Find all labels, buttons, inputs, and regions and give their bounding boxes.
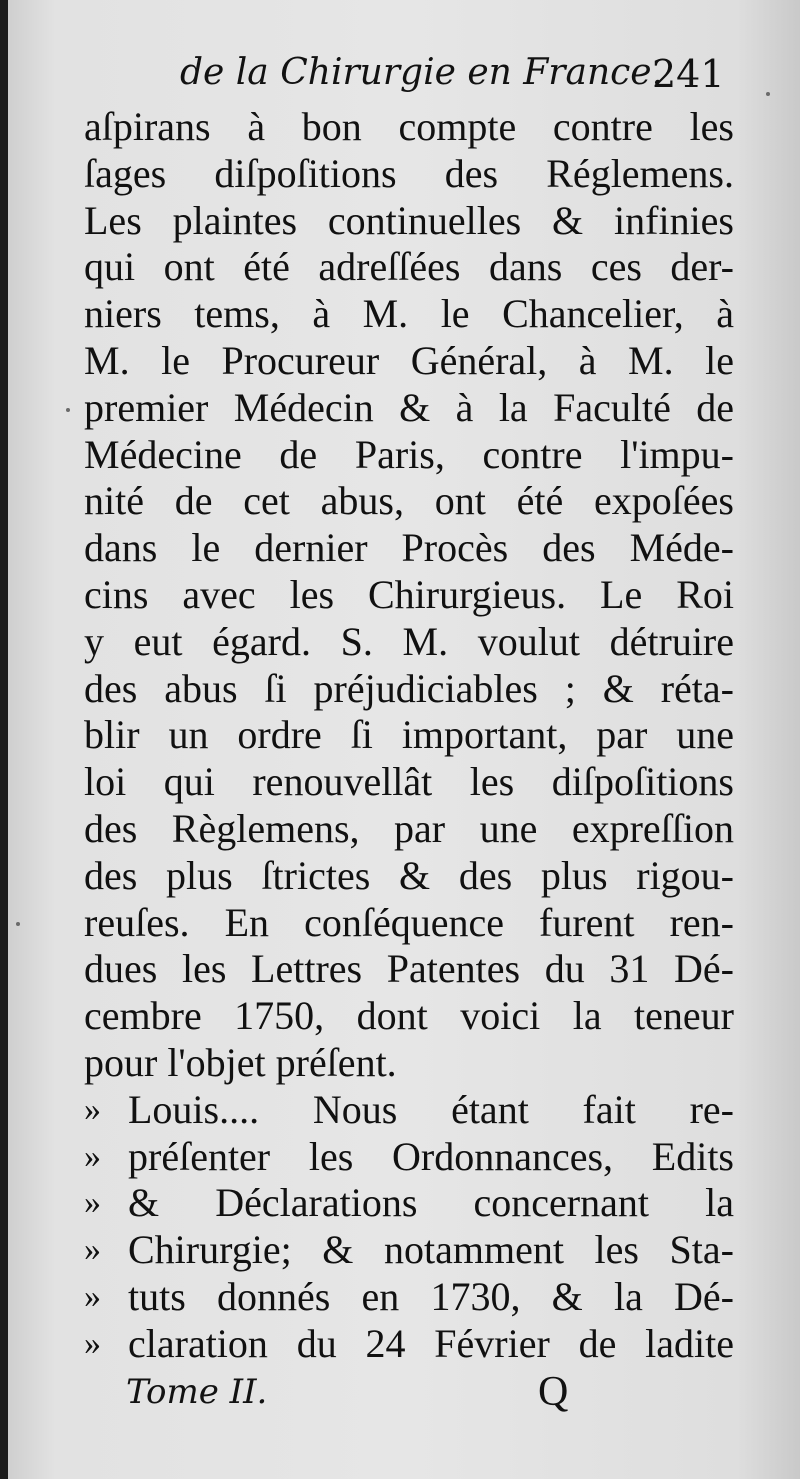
quote-mark: » — [84, 1277, 101, 1315]
text-line: qui ont été adreſſées dans ces der- — [84, 244, 734, 290]
quote-line — [84, 1274, 734, 1321]
text-line: Les plaintes continuelles & infinies — [84, 197, 734, 243]
quote-text: Chirurgie; & notamment les Sta- — [128, 1227, 734, 1273]
signature-mark: Q — [538, 1369, 569, 1415]
text-line: ſages diſpoſitions des Réglemens. — [84, 150, 734, 196]
text-line: cembre 1750, dont voici la teneur — [84, 993, 734, 1039]
text-line: M. le Procureur Général, à M. le — [84, 337, 734, 383]
running-title: de la Chirurgie en France. — [180, 52, 664, 93]
text-line: niers tems, à M. le Chancelier, à — [84, 291, 734, 337]
quote-line — [84, 1321, 734, 1368]
page-number: 241 — [652, 52, 725, 96]
text-line: loi qui renouvellât les diſpoſitions — [84, 759, 734, 805]
paper-speck — [16, 922, 20, 926]
text-line: des plus ſtrictes & des plus rigou- — [84, 852, 734, 898]
quote-line — [84, 1180, 734, 1227]
text-line: cins avec les Chirurgieus. Le Roi — [84, 571, 734, 617]
text-line: des abus ſi préjudiciables ; & réta- — [84, 665, 734, 711]
text-line: aſpirans à bon compte contre les — [84, 104, 734, 149]
quote-text: & Déclarations concernant la — [128, 1180, 734, 1226]
text-line: premier Médecin & à la Faculté de — [84, 384, 734, 430]
quote-text: tuts donnés en 1730, & la Dé- — [128, 1273, 734, 1319]
quote-mark: » — [84, 1137, 101, 1175]
quote-mark: » — [84, 1324, 101, 1362]
quote-mark: » — [84, 1231, 101, 1269]
text-line: nité de cet abus, ont été expoſées — [84, 478, 734, 524]
text-line: reuſes. En conſéquence furent ren- — [84, 899, 734, 945]
page-footer — [8, 1368, 800, 1428]
quote-mark: » — [84, 1090, 101, 1128]
paper-speck — [766, 92, 770, 96]
text-line: dues les Lettres Patentes du 31 Dé- — [84, 946, 734, 992]
paper-speck — [66, 408, 70, 412]
quote-mark: » — [84, 1184, 101, 1222]
text-line: dans le dernier Procès des Méde- — [84, 525, 734, 571]
text-line: Médecine de Paris, contre l'impu- — [84, 431, 734, 477]
quote-text: claration du 24 Février de ladite — [128, 1320, 734, 1366]
quote-line — [84, 1227, 734, 1274]
quote-line — [84, 1087, 734, 1134]
volume-mark: Tome II. — [126, 1372, 268, 1412]
text-line: blir un ordre ſi important, par une — [84, 712, 734, 758]
quote-text: préſenter les Ordonnances, Edits — [128, 1133, 734, 1179]
quote-line — [84, 1134, 734, 1181]
book-page — [8, 0, 800, 1479]
running-head — [8, 48, 800, 108]
quote-text: Louis.... Nous étant fait re- — [128, 1086, 734, 1132]
text-line: des Règlemens, par une expreſſion — [84, 805, 734, 851]
text-block — [84, 104, 734, 1368]
text-line: y eut égard. S. M. voulut détruire — [84, 618, 734, 664]
text-line: pour l'objet préſent. — [84, 1039, 397, 1085]
